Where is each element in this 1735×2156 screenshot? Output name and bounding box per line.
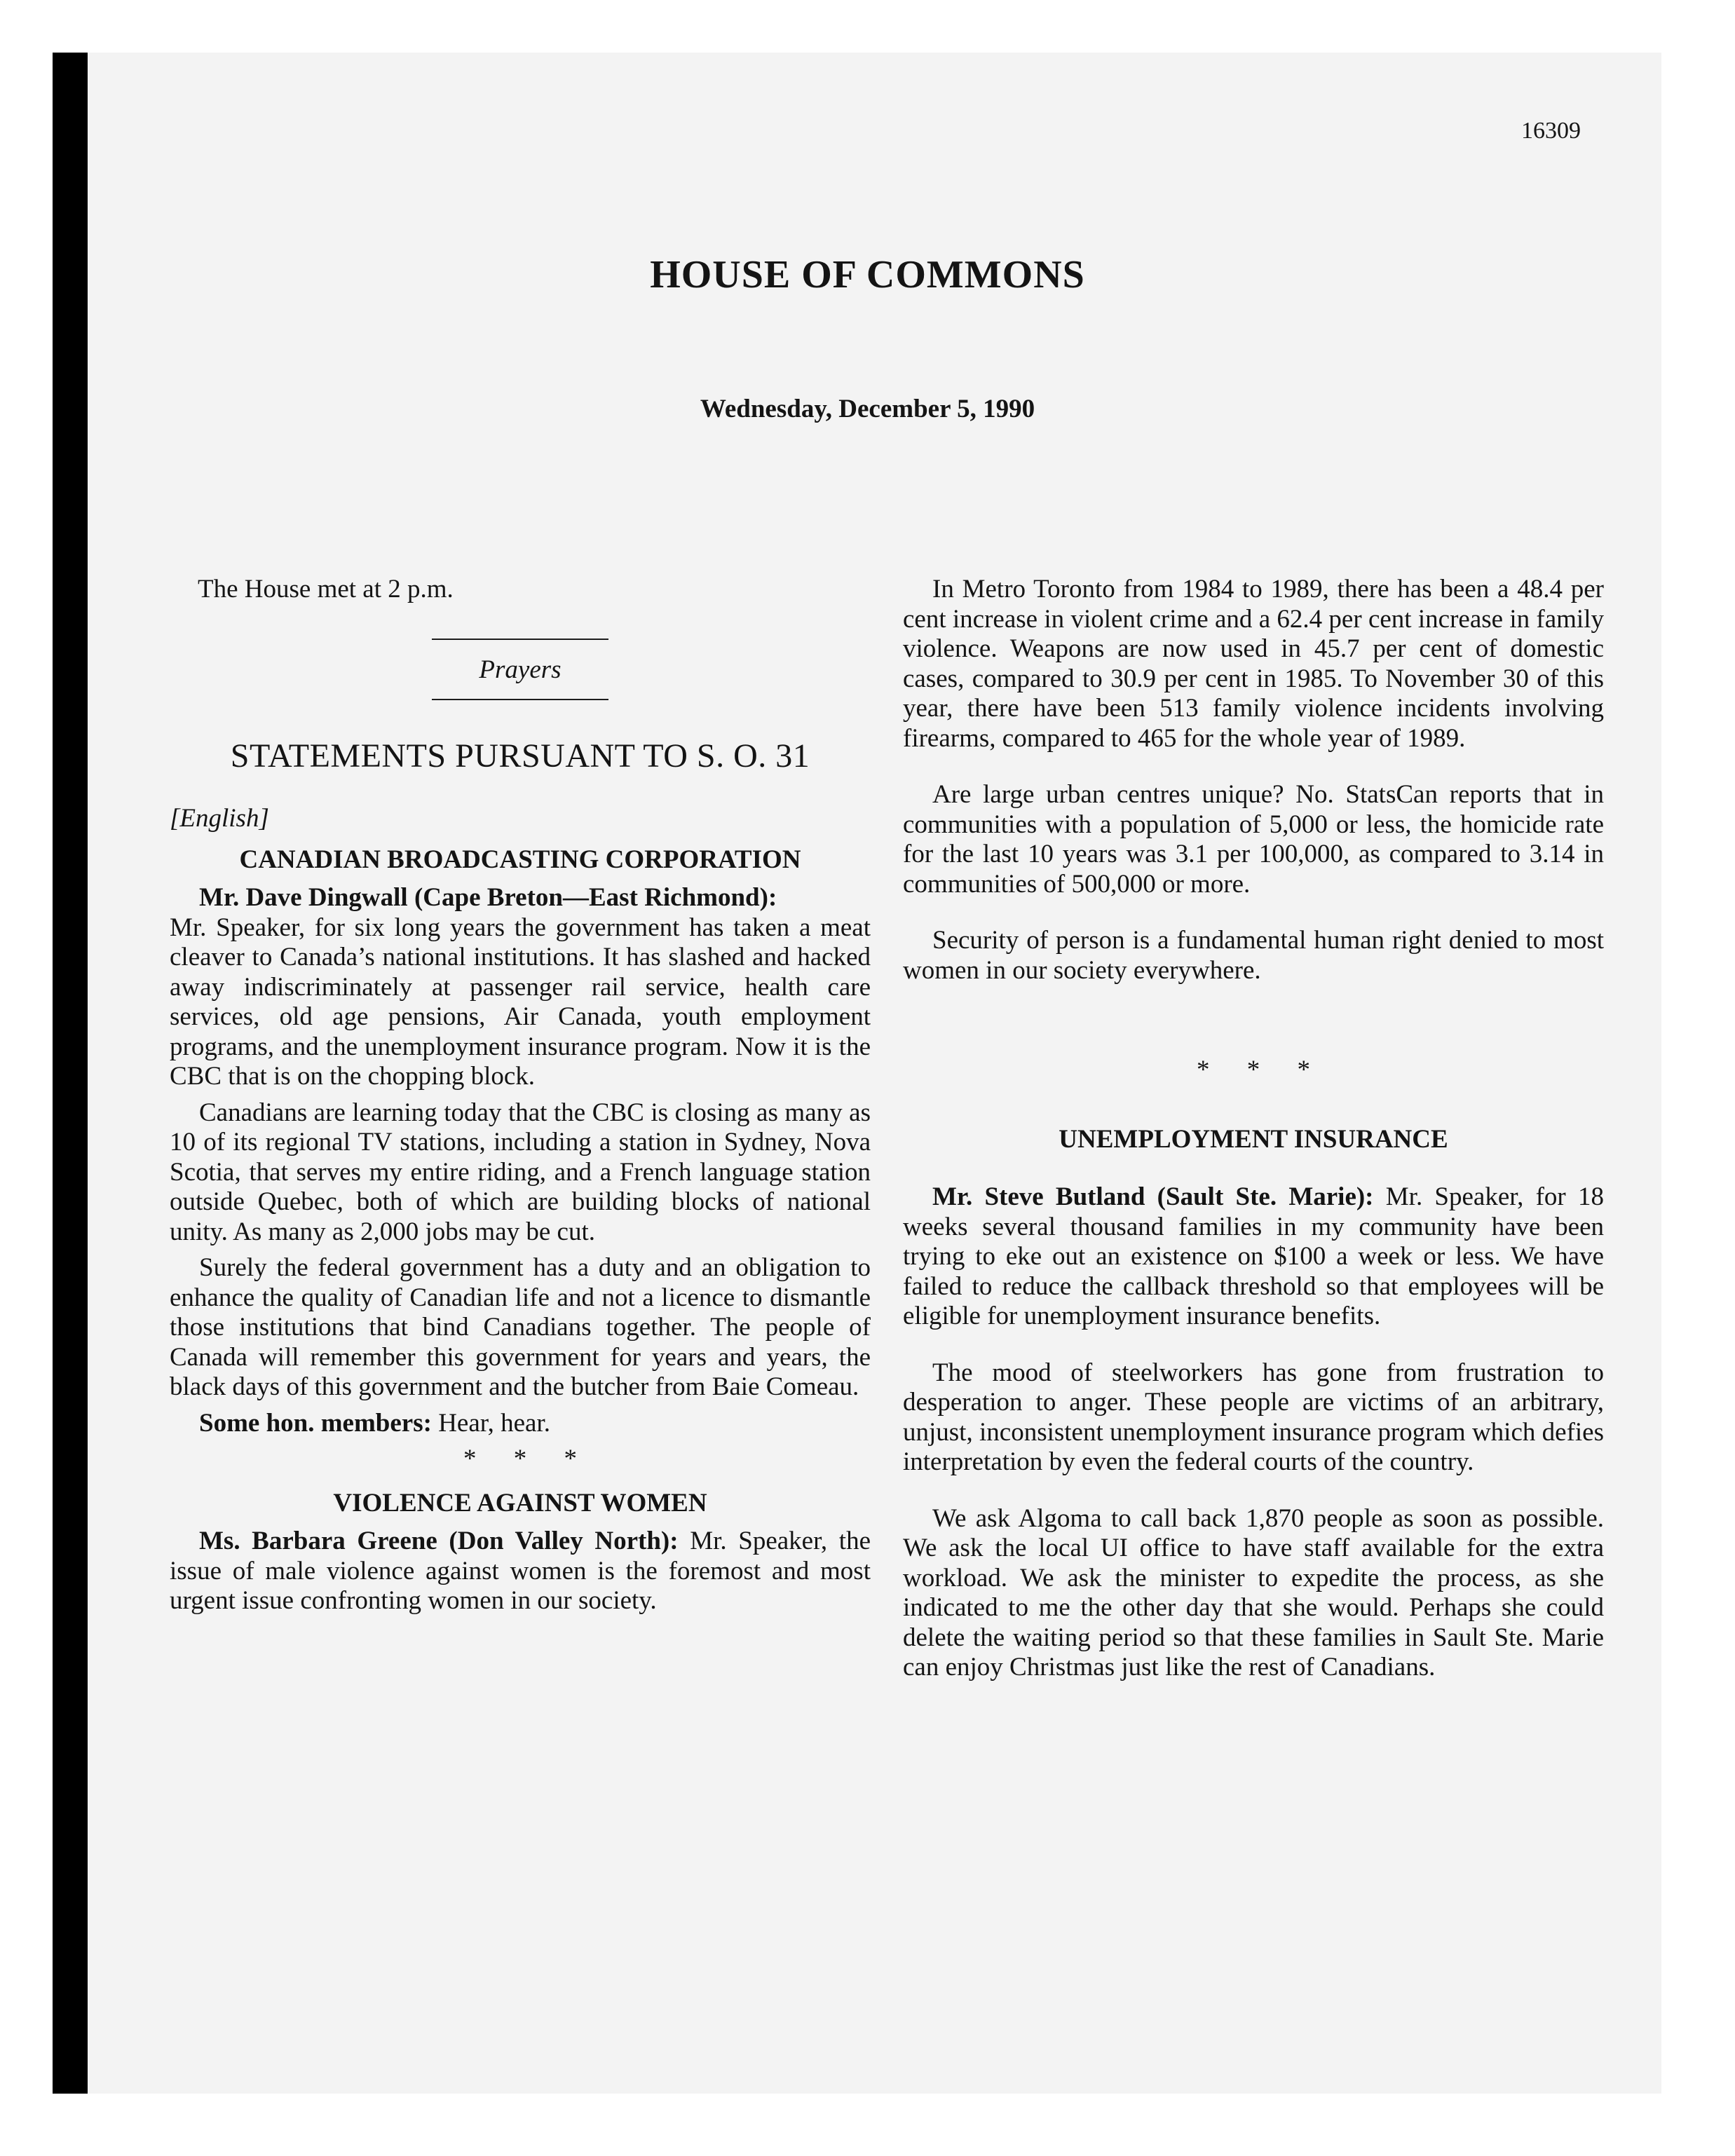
statement-heading: VIOLENCE AGAINST WOMEN	[333, 1488, 707, 1517]
section-title: STATEMENTS PURSUANT TO S. O. 31	[230, 737, 810, 775]
section-separator: * * *	[1197, 1056, 1326, 1084]
divider-rule	[432, 699, 608, 700]
statement-paragraph: Are large urban centres unique? No. StatsCan reports that in communities with a population of 5,000 or less, the homicide rate for the last 10 years was 3.1 per 100,000, as compared to 3.14 in communities of 500,000 or more.	[903, 780, 1604, 899]
binding-edge	[53, 53, 88, 2094]
speaker-name: Mr. Steve Butland (Sault Ste. Marie):	[932, 1182, 1374, 1211]
page-title: HOUSE OF COMMONS	[650, 253, 1085, 296]
speaker-name: Ms. Barbara Greene (Don Valley North):	[199, 1527, 679, 1555]
speaker-name: Some hon. members:	[199, 1408, 432, 1438]
speaker-name: Mr. Dave Dingwall (Cape Breton—East Richmond):	[199, 883, 777, 912]
statement-text: Mr. Speaker, for 18 weeks several thousand families in my community have been trying to eke out an existence on $100 a week or less. We have failed to reduce the callback threshold so that employees will be eligible for unemployment insurance benefits.	[903, 1182, 1605, 1330]
language-tag: [English]	[170, 804, 269, 833]
right-column	[903, 575, 1604, 1683]
page-number: 16309	[1521, 118, 1581, 144]
house-met-line: The House met at 2 p.m.	[198, 575, 454, 603]
statement-paragraph: Surely the federal government has a duty and an obligation to enhance the quality of Canadian life and not a licence to dismantle those institutions that bind Canadians together. The people of Canada will remember this government for years and years, the black days of this government and the butcher from Baie Comeau.	[170, 1253, 871, 1401]
statement-paragraph	[170, 883, 871, 913]
sitting-date: Wednesday, December 5, 1990	[700, 395, 1035, 423]
prayers-label: Prayers	[479, 655, 562, 684]
statement-paragraph: Mr. Speaker, for six long years the government has taken a meat cleaver to Canada’s national institutions. It has slashed and hacked away indiscriminately at passenger rail service, health care services, old age pensions, Air Canada, youth employment programs, and the unemployment insurance program. Now it is the CBC that is on the chopping block.	[170, 913, 871, 1091]
statement-heading: UNEMPLOYMENT INSURANCE	[1059, 1124, 1448, 1154]
statement-paragraph: Security of person is a fundamental human right denied to most women in our society everywhere.	[903, 926, 1604, 985]
statement-paragraph: In Metro Toronto from 1984 to 1989, there has been a 48.4 per cent increase in violent crime and a 62.4 per cent increase in family violence. Weapons are now used in 45.7 per cent of domestic cases, compared to 30.9 per cent in 1985. To November 30 of this year, there have been 513 family violence incidents involving firearms, compared to 465 for the whole year of 1989.	[903, 575, 1604, 753]
divider-rule	[432, 639, 608, 640]
statement-paragraph	[903, 1182, 1604, 1332]
response-text: Hear, hear.	[438, 1408, 550, 1438]
statement-text: Mr. Speaker, the issue of male violence against women is the foremost and most urgent issue confronting women in our society.	[170, 1527, 871, 1615]
statement-paragraph: The mood of steelworkers has gone from frustration to desperation to anger. These people are victims of an arbitrary, unjust, inconsistent unemployment insurance program which defies interpretation by even the federal courts of the country.	[903, 1358, 1604, 1476]
statement-heading: CANADIAN BROADCASTING CORPORATION	[239, 845, 801, 874]
statement-paragraph: We ask Algoma to call back 1,870 people as soon as possible. We ask the local UI office to have staff available for the extra workload. We ask the minister to expedite the process, as she indicated to me the other day that she would. Perhaps she could delete the waiting period so that these families in Sault Ste. Marie can enjoy Christmas just like the rest of Canadians.	[903, 1503, 1604, 1681]
members-response	[170, 1409, 871, 1439]
section-separator: * * *	[463, 1445, 592, 1473]
left-column	[170, 575, 871, 1616]
statement-paragraph: Canadians are learning today that the CBC is closing as many as 10 of its regional TV stations, including a station in Sydney, Nova Scotia, that serves my entire riding, and a French language station outside Quebec, both of which are building blocks of national unity. As many as 2,000 jobs may be cut.	[170, 1098, 871, 1246]
statement-paragraph	[170, 1527, 871, 1616]
